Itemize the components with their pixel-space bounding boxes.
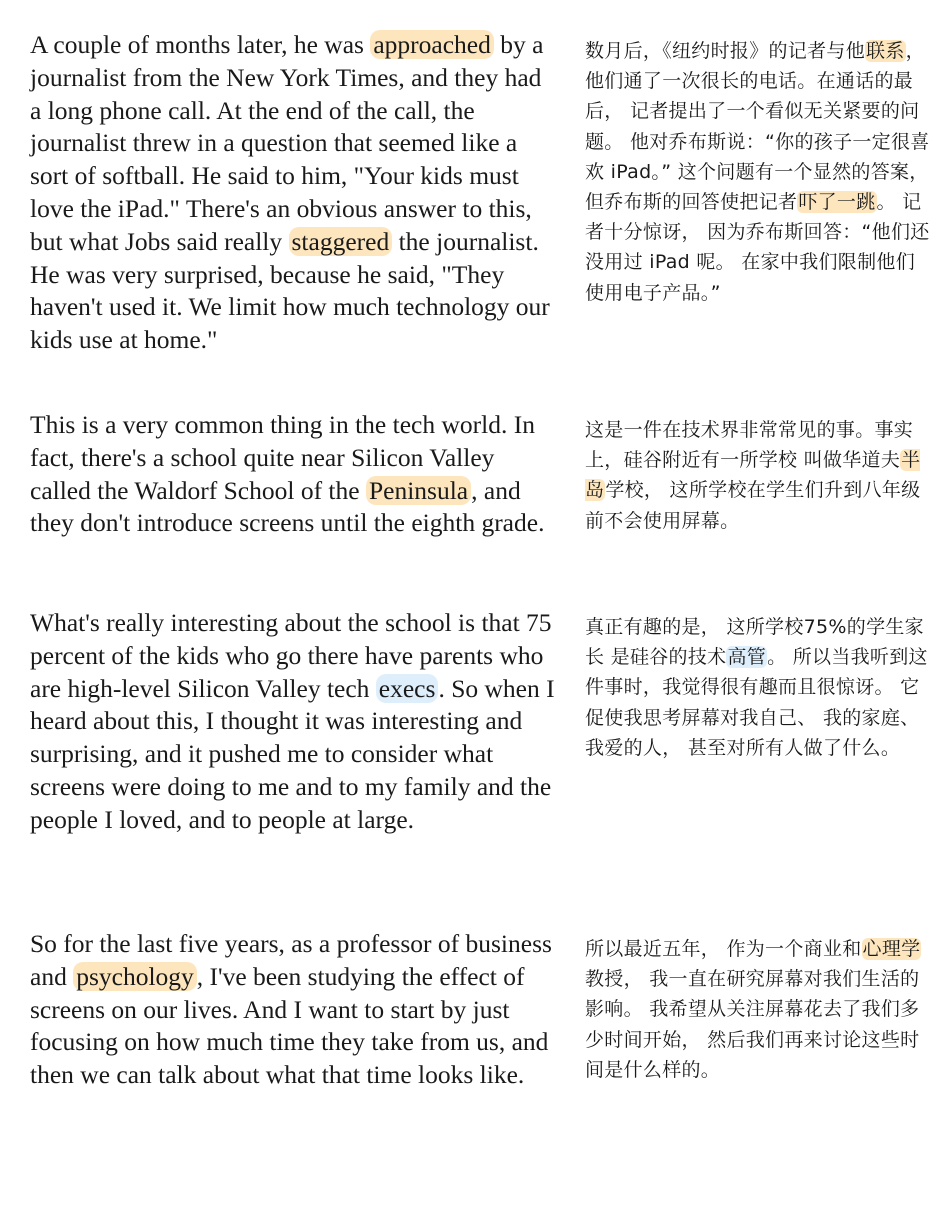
chinese-text: 数月后，《纽约时报》的记者与他 (585, 40, 866, 62)
highlighted-word-approached[interactable]: approached (370, 30, 494, 59)
highlighted-word-psychology[interactable]: psychology (73, 962, 197, 991)
highlighted-word-execs[interactable]: execs (376, 674, 439, 703)
english-text: So for the last five years, as a professor of business and (30, 929, 552, 991)
highlighted-term-bandao[interactable]: 半岛 (585, 449, 921, 502)
chinese-paragraph-4 (585, 934, 930, 1085)
chinese-text: 。 记者十分惊讶， 因为乔布斯回答：“他们还没用过 iPad 呢。 在家中我们限制他们使用电子产品。” (585, 191, 930, 304)
highlighted-term-gaoguan[interactable]: 高管 (727, 646, 767, 669)
highlighted-term-xinlixue[interactable]: 心理学 (862, 938, 921, 960)
english-text: A couple of months later, he was (30, 30, 371, 59)
english-text: , and they don't introduce screens until the eighth grade. (30, 475, 545, 538)
chinese-text: 这是一件在技术界非常常见的事。事实上，硅谷附近有一所学校 叫做华道夫 (585, 419, 914, 472)
english-text: by a journalist from the New York Times, and they had a long phone call. At the end of the call, the journalist threw in a question that seemed like a sort of softball. He said to him, "Your kids must love the iPad." There's an obvious answer to this, but what Jobs said really (30, 30, 544, 256)
english-text: the journalist. He was very surprised, because he said, "They haven't used it. We limit how much technology our kids use at home." (30, 226, 550, 355)
highlighted-term-lianxi[interactable]: 联系 (866, 40, 905, 62)
english-text: . So when I heard about this, I thought it was interesting and surprising, and it pushed me to consider what screens were doing to me and to my family and the people I loved, and to people at large. (30, 673, 555, 834)
chinese-text: 教授， 我一直在研究屏幕对我们生活的影响。 我希望从关注屏幕花去了我们多少时间开始， 然后我们再来讨论这些时间是什么样的。 (585, 968, 920, 1081)
chinese-text: 。 所以当我听到这件事时，我觉得很有趣而且很惊讶。 它促使我思考屏幕对我自己、 我的家庭、我爱的人， 甚至对所有人做了什么。 (585, 646, 928, 759)
chinese-paragraph-3 (585, 612, 930, 763)
english-paragraph-2 (30, 409, 555, 540)
chinese-text: 所以最近五年， 作为一个商业和 (585, 938, 862, 960)
chinese-text: 学校， 这所学校在学生们升到八年级前不会使用屏幕。 (585, 479, 921, 532)
chinese-text: ， 他们通了一次很长的电话。在通话的最后， 记者提出了一个看似无关紧要的问题。 他对乔布斯说：“你的孩子一定很喜欢 iPad。” 这个问题有一个显然的答案， 但乔布斯的回答使把记者 (585, 40, 930, 214)
english-text: What's really interesting about the school is that 75 percent of the kids who go there have parents who are high-level Silicon Valley tech (30, 608, 552, 703)
english-text: This is a very common thing in the tech world. In fact, there's a school quite near Silicon Valley called the Waldorf School of the (30, 410, 535, 505)
highlighted-term-xialeyitiao[interactable]: 吓了一跳 (798, 191, 876, 214)
chinese-text: 真正有趣的是， 这所学校75%的学生家长 是硅谷的技术 (585, 616, 924, 669)
chinese-paragraph-1 (585, 36, 930, 308)
english-paragraph-4 (30, 928, 555, 1092)
english-paragraph-1 (30, 29, 555, 357)
english-paragraph-3 (30, 607, 555, 837)
english-text: , I've been studying the effect of screens on our lives. And I want to start by just focusing on how much time they take from us, and then we can talk about what that time looks like. (30, 961, 549, 1090)
highlighted-word-peninsula[interactable]: Peninsula (366, 476, 471, 505)
highlighted-word-staggered[interactable]: staggered (289, 227, 393, 256)
chinese-paragraph-2 (585, 415, 930, 536)
